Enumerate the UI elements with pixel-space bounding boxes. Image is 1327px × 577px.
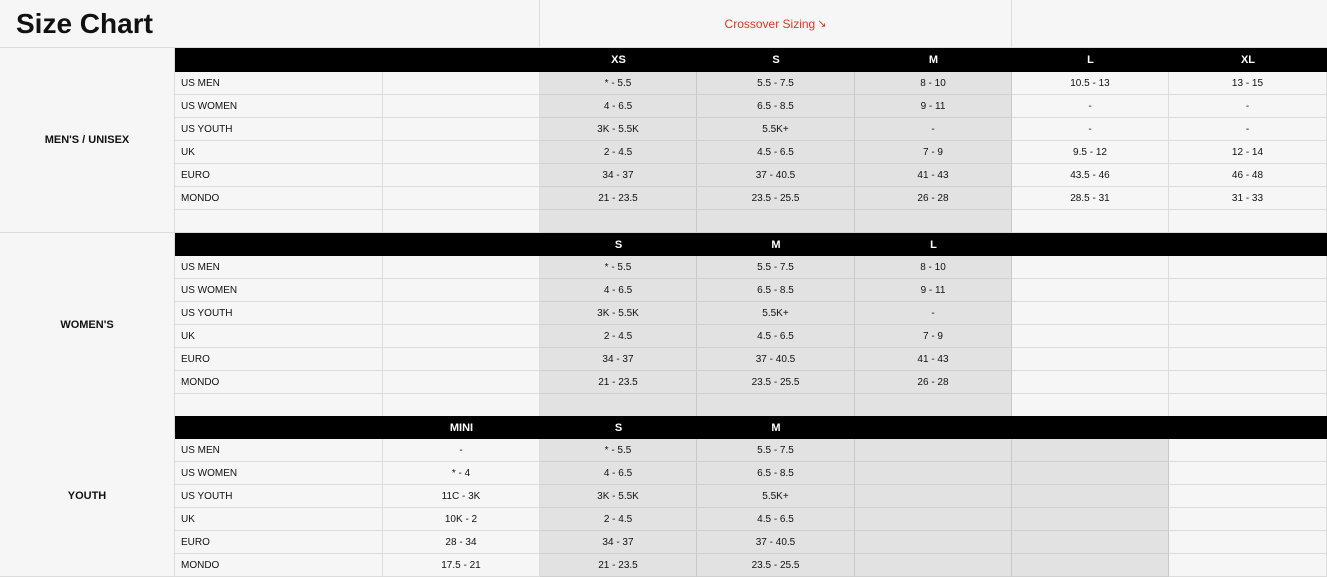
- size-cell: -: [1169, 95, 1327, 118]
- size-cell: 11C - 3K: [383, 485, 540, 508]
- size-cell: 9 - 11: [855, 95, 1012, 118]
- size-cell: 23.5 - 25.5: [697, 187, 855, 210]
- size-cell: 10K - 2: [383, 508, 540, 531]
- row-label: MONDO: [175, 187, 383, 210]
- size-cell: 37 - 40.5: [697, 531, 855, 554]
- size-cell: [855, 439, 1012, 462]
- size-header: [1012, 416, 1169, 439]
- size-cell: 5.5K+: [697, 118, 855, 141]
- size-cell: [383, 72, 540, 95]
- size-cell: 7 - 9: [855, 325, 1012, 348]
- size-cell: [855, 531, 1012, 554]
- size-cell: [697, 210, 855, 233]
- row-label: MONDO: [175, 554, 383, 577]
- size-header: XL: [1169, 48, 1327, 72]
- size-cell: 4.5 - 6.5: [697, 325, 855, 348]
- size-cell: [383, 371, 540, 394]
- size-header: L: [1012, 48, 1169, 72]
- size-cell: 9 - 11: [855, 279, 1012, 302]
- size-cell: [1169, 210, 1327, 233]
- size-cell: [1012, 508, 1169, 531]
- row-label: US WOMEN: [175, 462, 383, 485]
- section-label: YOUTH: [0, 416, 175, 577]
- size-header: S: [540, 233, 697, 256]
- size-cell: [540, 394, 697, 417]
- size-header: [383, 48, 540, 72]
- size-cell: [383, 141, 540, 164]
- row-label: US MEN: [175, 439, 383, 462]
- size-cell: [1012, 302, 1169, 325]
- row-label: US YOUTH: [175, 118, 383, 141]
- size-cell: [383, 279, 540, 302]
- size-cell: [1169, 256, 1327, 279]
- size-header: S: [540, 416, 697, 439]
- size-cell: 13 - 15: [1169, 72, 1327, 95]
- size-cell: [540, 210, 697, 233]
- size-cell: 23.5 - 25.5: [697, 371, 855, 394]
- size-cell: 41 - 43: [855, 164, 1012, 187]
- size-cell: 34 - 37: [540, 164, 697, 187]
- size-header-bar: [175, 416, 1327, 439]
- page-title: Size Chart: [0, 0, 540, 48]
- size-header: [1169, 416, 1327, 439]
- size-cell: 5.5K+: [697, 302, 855, 325]
- row-label: UK: [175, 141, 383, 164]
- row-label: US MEN: [175, 256, 383, 279]
- size-header: [383, 233, 540, 256]
- size-cell: [383, 187, 540, 210]
- row-label: UK: [175, 508, 383, 531]
- size-cell: 6.5 - 8.5: [697, 95, 855, 118]
- row-label: [175, 210, 383, 233]
- arrow-down-right-icon: ↘: [817, 18, 827, 30]
- header-spacer: [1012, 0, 1327, 48]
- size-cell: 34 - 37: [540, 348, 697, 371]
- row-label: MONDO: [175, 371, 383, 394]
- size-cell: 4.5 - 6.5: [697, 508, 855, 531]
- size-header-bar: [175, 48, 1327, 72]
- size-cell: 5.5 - 7.5: [697, 439, 855, 462]
- size-cell: [1169, 508, 1327, 531]
- size-cell: 7 - 9: [855, 141, 1012, 164]
- size-cell: [855, 508, 1012, 531]
- size-cell: [383, 348, 540, 371]
- size-cell: 8 - 10: [855, 72, 1012, 95]
- size-cell: 2 - 4.5: [540, 141, 697, 164]
- size-cell: [1012, 279, 1169, 302]
- size-cell: [1169, 462, 1327, 485]
- size-cell: [1169, 279, 1327, 302]
- size-cell: * - 5.5: [540, 72, 697, 95]
- size-cell: [383, 256, 540, 279]
- size-cell: 4 - 6.5: [540, 462, 697, 485]
- size-cell: 4.5 - 6.5: [697, 141, 855, 164]
- size-cell: [1169, 394, 1327, 417]
- size-cell: [383, 95, 540, 118]
- size-cell: 34 - 37: [540, 531, 697, 554]
- size-cell: 41 - 43: [855, 348, 1012, 371]
- size-header: M: [855, 48, 1012, 72]
- row-label: EURO: [175, 531, 383, 554]
- size-header: [855, 416, 1012, 439]
- size-cell: [383, 118, 540, 141]
- size-cell: -: [1012, 118, 1169, 141]
- size-cell: [1012, 485, 1169, 508]
- size-header: M: [697, 233, 855, 256]
- size-cell: [1012, 348, 1169, 371]
- size-cell: [383, 210, 540, 233]
- size-cell: 5.5K+: [697, 485, 855, 508]
- section-label: MEN'S / UNISEX: [0, 48, 175, 233]
- crossover-sizing-label: Crossover Sizing: [724, 16, 816, 31]
- size-cell: -: [855, 118, 1012, 141]
- size-header: [1012, 233, 1169, 256]
- size-cell: 28.5 - 31: [1012, 187, 1169, 210]
- size-cell: [697, 394, 855, 417]
- size-cell: 46 - 48: [1169, 164, 1327, 187]
- size-cell: 23.5 - 25.5: [697, 554, 855, 577]
- size-cell: 2 - 4.5: [540, 325, 697, 348]
- size-cell: 2 - 4.5: [540, 508, 697, 531]
- size-cell: [1169, 325, 1327, 348]
- size-cell: [855, 554, 1012, 577]
- size-cell: [1012, 462, 1169, 485]
- size-cell: 26 - 28: [855, 371, 1012, 394]
- size-cell: [1012, 325, 1169, 348]
- size-cell: 5.5 - 7.5: [697, 72, 855, 95]
- size-cell: [1012, 394, 1169, 417]
- size-cell: 3K - 5.5K: [540, 485, 697, 508]
- size-cell: 6.5 - 8.5: [697, 279, 855, 302]
- size-cell: [383, 394, 540, 417]
- size-cell: [1169, 371, 1327, 394]
- size-cell: [855, 485, 1012, 508]
- row-label: EURO: [175, 348, 383, 371]
- size-cell: 28 - 34: [383, 531, 540, 554]
- size-header: S: [697, 48, 855, 72]
- row-label: UK: [175, 325, 383, 348]
- size-header: MINI: [383, 416, 540, 439]
- size-cell: [1169, 302, 1327, 325]
- size-cell: 8 - 10: [855, 256, 1012, 279]
- row-label: US YOUTH: [175, 302, 383, 325]
- size-cell: [1012, 210, 1169, 233]
- size-cell: [1012, 256, 1169, 279]
- size-cell: 4 - 6.5: [540, 95, 697, 118]
- size-header: M: [697, 416, 855, 439]
- size-cell: 21 - 23.5: [540, 187, 697, 210]
- size-cell: [1169, 439, 1327, 462]
- size-cell: [1169, 348, 1327, 371]
- size-cell: 9.5 - 12: [1012, 141, 1169, 164]
- size-cell: 26 - 28: [855, 187, 1012, 210]
- row-label: EURO: [175, 164, 383, 187]
- size-cell: [855, 210, 1012, 233]
- size-cell: [1169, 531, 1327, 554]
- size-cell: [1169, 485, 1327, 508]
- size-cell: -: [1012, 95, 1169, 118]
- row-label: US WOMEN: [175, 279, 383, 302]
- size-cell: 10.5 - 13: [1012, 72, 1169, 95]
- size-header: [1169, 233, 1327, 256]
- size-header-bar: [175, 233, 1327, 256]
- size-cell: * - 5.5: [540, 256, 697, 279]
- size-cell: [1012, 554, 1169, 577]
- size-cell: * - 4: [383, 462, 540, 485]
- size-cell: 37 - 40.5: [697, 348, 855, 371]
- row-label: US MEN: [175, 72, 383, 95]
- size-cell: 5.5 - 7.5: [697, 256, 855, 279]
- size-cell: 43.5 - 46: [1012, 164, 1169, 187]
- size-cell: [383, 164, 540, 187]
- size-cell: [855, 394, 1012, 417]
- size-cell: -: [383, 439, 540, 462]
- size-cell: [1169, 554, 1327, 577]
- size-cell: [383, 302, 540, 325]
- size-header: L: [855, 233, 1012, 256]
- size-cell: 3K - 5.5K: [540, 302, 697, 325]
- size-cell: 37 - 40.5: [697, 164, 855, 187]
- size-cell: 31 - 33: [1169, 187, 1327, 210]
- size-cell: [855, 462, 1012, 485]
- section-label: WOMEN'S: [0, 233, 175, 417]
- size-cell: 4 - 6.5: [540, 279, 697, 302]
- size-cell: [1012, 531, 1169, 554]
- size-cell: [383, 325, 540, 348]
- row-label: US WOMEN: [175, 95, 383, 118]
- size-cell: 17.5 - 21: [383, 554, 540, 577]
- size-cell: -: [1169, 118, 1327, 141]
- size-cell: 21 - 23.5: [540, 554, 697, 577]
- size-cell: 3K - 5.5K: [540, 118, 697, 141]
- size-cell: 12 - 14: [1169, 141, 1327, 164]
- row-label: US YOUTH: [175, 485, 383, 508]
- size-cell: [1012, 371, 1169, 394]
- size-cell: 6.5 - 8.5: [697, 462, 855, 485]
- row-label: [175, 394, 383, 417]
- size-cell: 21 - 23.5: [540, 371, 697, 394]
- size-cell: -: [855, 302, 1012, 325]
- size-header: XS: [540, 48, 697, 72]
- size-cell: * - 5.5: [540, 439, 697, 462]
- crossover-sizing-link[interactable]: [540, 0, 1012, 48]
- size-cell: [1012, 439, 1169, 462]
